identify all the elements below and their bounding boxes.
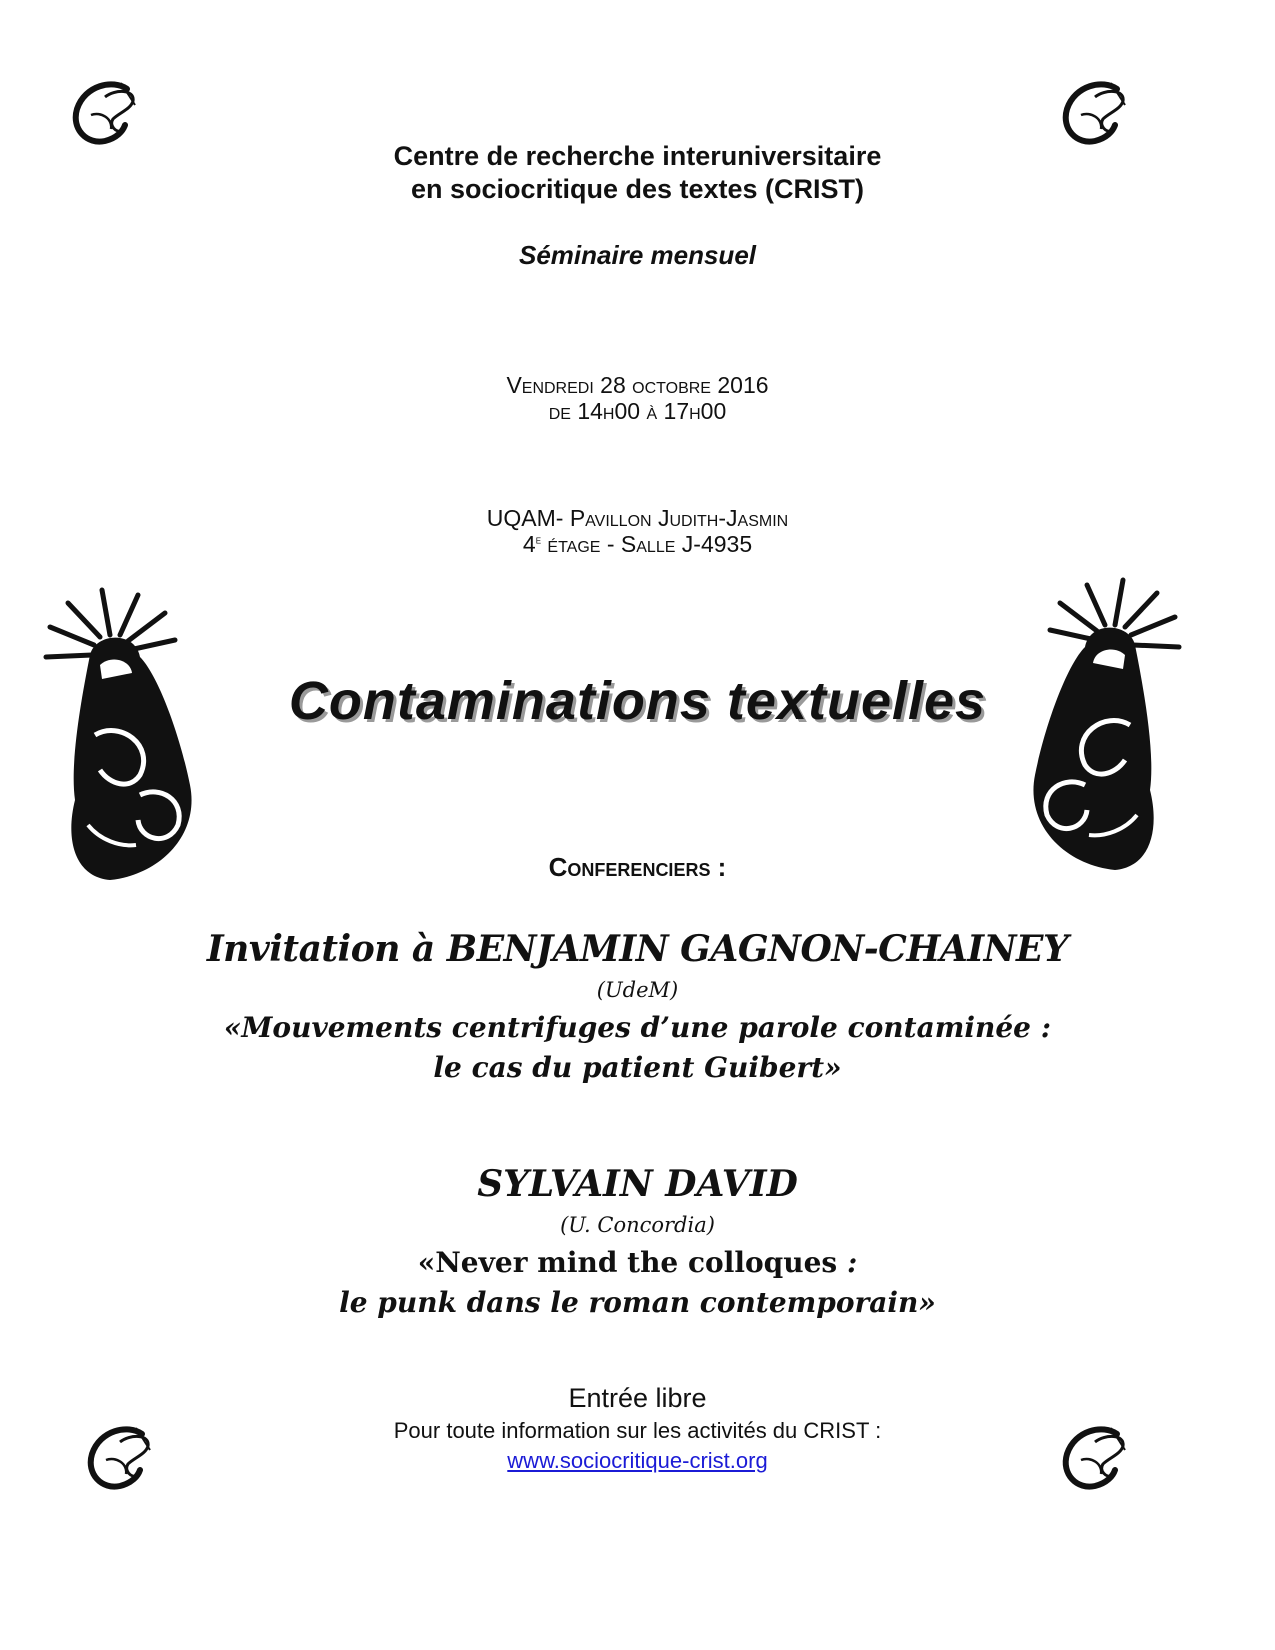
- speaker-2-talk-line-2: le punk dans le roman contemporain»: [339, 1286, 936, 1319]
- free-entry-text: Entrée libre: [568, 1383, 707, 1413]
- speaker-2-talk-title: [0, 1243, 1275, 1323]
- floor-number: 4: [522, 531, 536, 557]
- speaker-1-talk-line-2: le cas du patient Guibert»: [433, 1051, 842, 1084]
- speaker-2-talk-line-1: [0, 1243, 1275, 1283]
- speaker-2-name: SYLVAIN DAVID: [477, 1163, 798, 1205]
- event-building: UQAM- Pavillon Judith-Jasmin: [486, 505, 789, 531]
- organization-line-1: Centre de recherche interuniversitaire: [393, 141, 882, 171]
- speaker-1-name: Invitation à BENJAMIN GAGNON-CHAINEY: [206, 928, 1069, 970]
- speaker-1-talk-line-1: «Mouvements centrifuges d’une parole contaminée :: [223, 1011, 1052, 1044]
- speaker-1-talk-title: [0, 1008, 1275, 1088]
- speakers-heading: Conferenciers :: [548, 852, 727, 882]
- speaker-1-affiliation: (UdeM): [596, 978, 679, 1002]
- info-text: Pour toute information sur les activités du CRIST :: [393, 1418, 882, 1443]
- seminar-title: Contaminations textuelles: [288, 671, 987, 731]
- organization-line-2: en sociocritique des textes (CRIST): [410, 174, 865, 204]
- floor-superscript: e: [535, 532, 542, 547]
- event-datetime: [0, 372, 1275, 424]
- speaker-2-talk-line-1a: «Never mind the colloques: [417, 1246, 847, 1279]
- organization-name: [0, 140, 1275, 206]
- seminar-label: Séminaire mensuel: [519, 240, 756, 270]
- speaker-2-talk-line-1b: :: [846, 1246, 858, 1279]
- website-link[interactable]: www.sociocritique-crist.org: [507, 1448, 768, 1473]
- event-room: [0, 531, 1275, 557]
- punk-figure-left-icon: [40, 585, 205, 885]
- floor-room-text: étage - Salle J-4935: [541, 531, 753, 557]
- event-date: Vendredi 28 octobre 2016: [506, 372, 769, 398]
- event-time: de 14h00 à 17h00: [548, 398, 727, 424]
- event-location: [0, 505, 1275, 557]
- speaker-2-affiliation: (U. Concordia): [560, 1213, 715, 1237]
